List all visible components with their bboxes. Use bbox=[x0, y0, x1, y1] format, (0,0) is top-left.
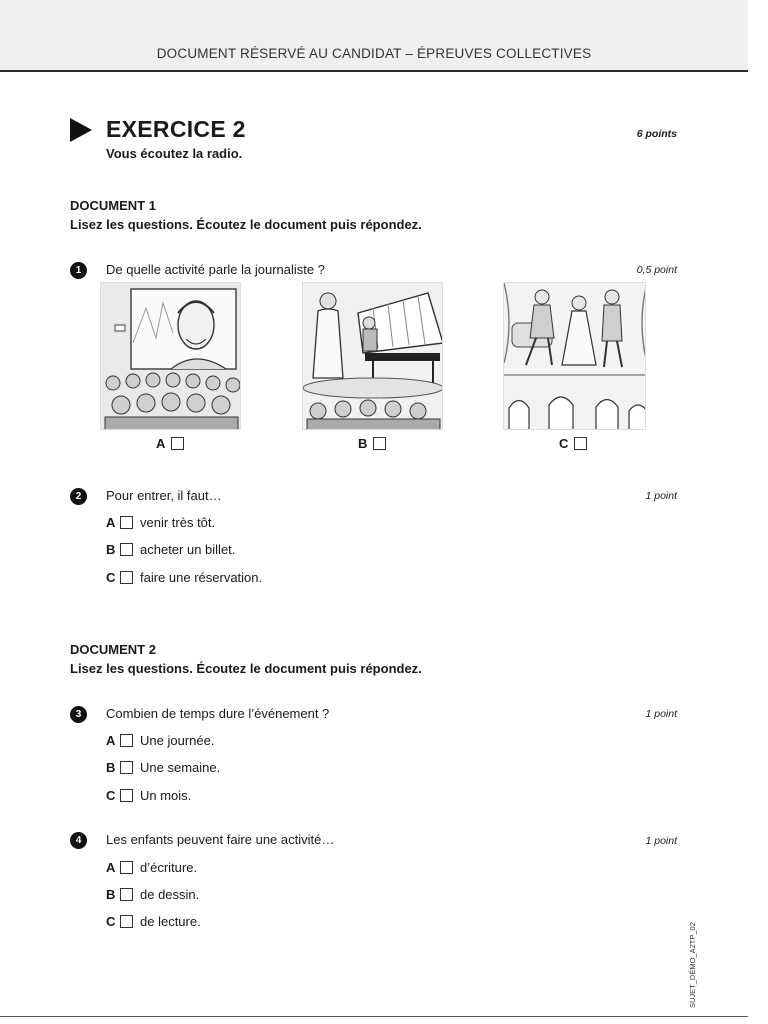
option-letter: C bbox=[106, 570, 116, 585]
document1-title: DOCUMENT 1 bbox=[70, 198, 156, 213]
page-header: DOCUMENT RÉSERVÉ AU CANDIDAT – ÉPREUVES COLLECTIVES bbox=[156, 46, 592, 61]
question-number-3: 3 bbox=[70, 706, 87, 723]
image-c-letter: C bbox=[559, 436, 569, 451]
document-code: SUJET_DÉMO_A2TP_02 bbox=[688, 922, 697, 1008]
header-band bbox=[0, 0, 748, 72]
q2-option-a[interactable] bbox=[106, 515, 215, 530]
option-text: Une semaine. bbox=[140, 760, 221, 775]
question-number-1: 1 bbox=[70, 262, 87, 279]
q3-option-a-checkbox[interactable] bbox=[120, 734, 133, 747]
option-text: faire une réservation. bbox=[140, 570, 263, 585]
q3-option-c[interactable] bbox=[106, 788, 191, 803]
play-arrow-icon bbox=[70, 118, 92, 142]
exercise-subtitle: Vous écoutez la radio. bbox=[106, 146, 243, 161]
cinema-illustration-icon bbox=[100, 282, 241, 430]
q3-option-c-checkbox[interactable] bbox=[120, 789, 133, 802]
q2-option-c-checkbox[interactable] bbox=[120, 571, 133, 584]
q2-option-a-checkbox[interactable] bbox=[120, 516, 133, 529]
question-4-points: 1 point bbox=[645, 835, 677, 847]
question-1-points: 0,5 point bbox=[636, 264, 677, 276]
image-a-checkbox[interactable] bbox=[171, 437, 184, 450]
option-text: acheter un billet. bbox=[140, 542, 236, 557]
q4-option-b-checkbox[interactable] bbox=[120, 888, 133, 901]
image-c-option[interactable] bbox=[559, 436, 587, 451]
image-a-option[interactable] bbox=[156, 436, 184, 451]
image-b-letter: B bbox=[358, 436, 368, 451]
image-b-option[interactable] bbox=[358, 436, 386, 451]
q4-option-b[interactable] bbox=[106, 887, 199, 902]
option-text: d’écriture. bbox=[140, 860, 198, 875]
q4-option-c-checkbox[interactable] bbox=[120, 915, 133, 928]
option-text: de dessin. bbox=[140, 887, 200, 902]
q3-option-b-checkbox[interactable] bbox=[120, 761, 133, 774]
image-b-checkbox[interactable] bbox=[373, 437, 386, 450]
option-text: venir très tôt. bbox=[140, 515, 216, 530]
option-letter: C bbox=[106, 914, 116, 929]
q4-option-a[interactable] bbox=[106, 860, 197, 875]
question-number-2: 2 bbox=[70, 488, 87, 505]
image-c-checkbox[interactable] bbox=[574, 437, 587, 450]
option-letter: B bbox=[106, 542, 116, 557]
option-letter: A bbox=[106, 733, 116, 748]
exercise-points: 6 points bbox=[636, 128, 677, 140]
question-3-text: Combien de temps dure l’événement ? bbox=[106, 706, 330, 721]
q3-option-b[interactable] bbox=[106, 760, 220, 775]
question-2-text: Pour entrer, il faut… bbox=[106, 488, 222, 503]
exercise-title: EXERCICE 2 bbox=[106, 116, 246, 142]
option-letter: A bbox=[106, 860, 116, 875]
concert-illustration-icon bbox=[302, 282, 443, 430]
document1-instructions: Lisez les questions. Écoutez le document puis répondez. bbox=[70, 217, 422, 232]
option-text: de lecture. bbox=[140, 914, 201, 929]
bottom-divider bbox=[0, 1016, 748, 1017]
question-4-text: Les enfants peuvent faire une activité… bbox=[106, 832, 335, 847]
option-text: Un mois. bbox=[140, 788, 192, 803]
option-text: Une journée. bbox=[140, 733, 215, 748]
theatre-illustration-icon bbox=[503, 282, 646, 430]
option-letter: C bbox=[106, 788, 116, 803]
option-letter: A bbox=[106, 515, 116, 530]
option-letter: B bbox=[106, 760, 116, 775]
document2-instructions: Lisez les questions. Écoutez le document puis répondez. bbox=[70, 661, 422, 676]
question-3-points: 1 point bbox=[645, 708, 677, 720]
q2-option-c[interactable] bbox=[106, 570, 262, 585]
q4-option-a-checkbox[interactable] bbox=[120, 861, 133, 874]
q4-option-c[interactable] bbox=[106, 914, 201, 929]
image-a-letter: A bbox=[156, 436, 166, 451]
option-letter: B bbox=[106, 887, 116, 902]
q2-option-b[interactable] bbox=[106, 542, 235, 557]
q2-option-b-checkbox[interactable] bbox=[120, 543, 133, 556]
question-number-4: 4 bbox=[70, 832, 87, 849]
question-2-points: 1 point bbox=[645, 490, 677, 502]
question-1-text: De quelle activité parle la journaliste ? bbox=[106, 262, 325, 277]
document2-title: DOCUMENT 2 bbox=[70, 642, 156, 657]
q3-option-a[interactable] bbox=[106, 733, 214, 748]
